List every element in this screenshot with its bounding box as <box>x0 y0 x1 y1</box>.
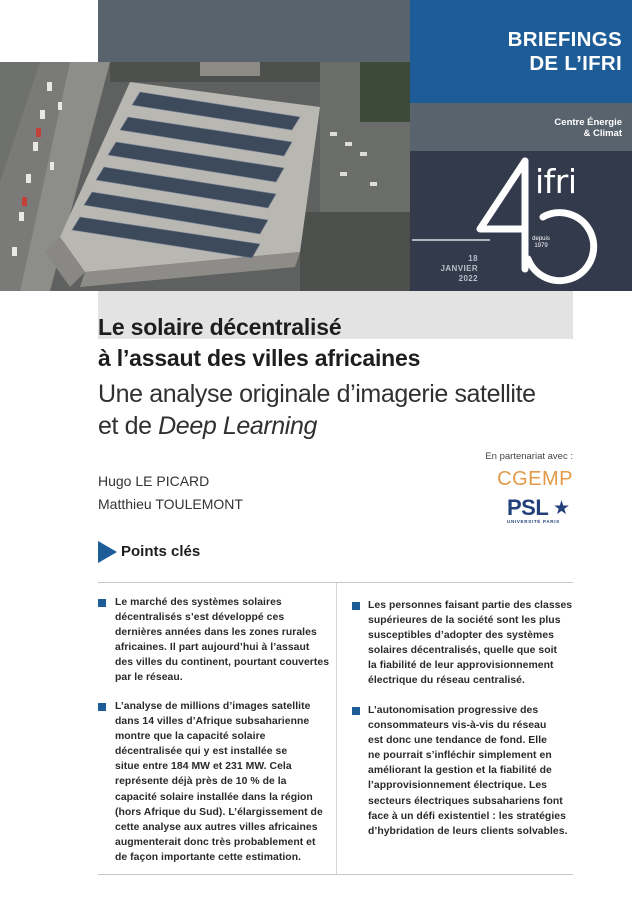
text-line: capacité solaire installée dans la région <box>115 791 313 803</box>
key-points-heading: Points clés <box>121 543 201 560</box>
text-line: décentralisés s’est développé ces <box>115 612 285 624</box>
psl-logo: PSL <box>507 495 549 520</box>
text-line: augmenterait donc très probablement et <box>115 836 316 848</box>
text-line: de façon importante cette estimation. <box>115 851 302 863</box>
logo-box <box>410 151 632 291</box>
text-line: montre que la capacité solaire <box>115 731 266 743</box>
since-year: 1979 <box>534 243 548 249</box>
divider-bottom <box>98 874 573 875</box>
author-1: Hugo LE PICARD <box>98 473 210 489</box>
text-line: d’hybridation de leurs clients solvables. <box>368 825 568 837</box>
text-line: africaines. Il part aujourd’hui à l’assaut <box>115 642 310 654</box>
cgemp-logo: CGEMP <box>497 468 573 490</box>
subtitle-line1: Une analyse originale d’imagerie satellite <box>98 380 536 408</box>
text-line: dernières années dans les zones rurales <box>115 627 317 639</box>
author-2: Matthieu TOULEMONT <box>98 496 243 512</box>
text-line: électrique du réseau centralisé. <box>368 675 525 687</box>
text-line: Les personnes faisant partie des classes <box>368 600 573 611</box>
cover-photo-aerial-solar-roof <box>0 62 410 291</box>
centre-box <box>410 103 632 151</box>
key-point-left-1 <box>115 595 330 686</box>
text-line: ne pourrait s’infléchir simplement en <box>368 750 552 762</box>
main-title-line1: Le solaire décentralisé <box>98 314 342 340</box>
square-bullet-icon <box>98 703 106 711</box>
centre-label-line2: & Climat <box>583 128 622 139</box>
text-line: cette analyse aux autres villes africaines <box>115 821 318 833</box>
series-title-box <box>410 0 632 103</box>
text-line: dans 14 villes d’Afrique subsaharienne <box>115 716 310 728</box>
text-line: susceptibles d’adopter des systèmes <box>368 630 554 642</box>
text-line: situe entre 184 MW et 231 MW. Cela <box>115 761 292 773</box>
text-line: l’approvisionnement électrique. Les <box>368 780 548 792</box>
subtitle-line2 <box>98 410 598 442</box>
main-title <box>98 312 598 374</box>
partner-label: En partenariat avec : <box>485 451 573 462</box>
since-word: depuis <box>532 236 550 242</box>
series-title <box>410 28 622 76</box>
subtitle <box>98 378 598 442</box>
text-line: représente déjà près de 10 % de la <box>115 776 287 788</box>
text-line: consommateurs vis-à-vis du réseau <box>368 720 547 732</box>
psl-star-icon: ★ <box>553 498 571 519</box>
text-line: (hors Afrique du Sud). L’élargissement de <box>115 806 323 818</box>
psl-logo-subtitle: UNIVERSITÉ PARIS <box>507 519 560 524</box>
text-line: décentralisée qui y est installée se <box>115 746 288 758</box>
text-line: supérieures de la société sont les plus <box>368 615 561 627</box>
text-line: des villes du continent, pourtant couvertes <box>115 657 330 669</box>
text-line: solaires décentralisés, quelle que soit <box>368 645 558 657</box>
triangle-bullet-icon <box>98 541 117 563</box>
column-divider <box>336 583 337 874</box>
square-bullet-icon <box>352 707 360 715</box>
text-line: est donc une tendance de fond. Elle <box>368 735 547 747</box>
square-bullet-icon <box>98 599 106 607</box>
ifri-logo-text: ifri <box>535 162 577 201</box>
text-line: la fiabilité de leur approvisionnement <box>368 660 554 672</box>
main-title-line2: à l’assaut des villes africaines <box>98 345 421 371</box>
key-point-right-1 <box>368 598 583 689</box>
date-year: 2022 <box>458 274 478 283</box>
subtitle-line2-italic: Deep Learning <box>158 412 317 440</box>
since-label <box>526 236 556 250</box>
text-line: face à un défi existentiel : les stratégies <box>368 810 566 822</box>
centre-label <box>410 117 622 139</box>
subtitle-line2-prefix: et de <box>98 412 159 440</box>
key-point-right-2 <box>368 703 583 839</box>
text-line: Le marché des systèmes solaires <box>115 597 282 608</box>
square-bullet-icon <box>352 602 360 610</box>
text-line: améliorant la gestion et la fiabilité de <box>368 765 552 777</box>
header-grey-band <box>98 0 410 62</box>
text-line: L’autonomisation progressive des <box>368 705 539 716</box>
text-line: secteurs électriques subsahariens font <box>368 795 563 807</box>
date-month: JANVIER <box>440 264 478 273</box>
series-title-line2: DE L’IFRI <box>529 52 622 75</box>
text-line: par le réseau. <box>115 672 183 684</box>
authors <box>98 470 243 516</box>
centre-label-line1: Centre Énergie <box>554 117 622 128</box>
text-line: L’analyse de millions d’images satellite <box>115 701 311 712</box>
publication-date <box>412 254 478 284</box>
series-title-line1: BRIEFINGS <box>507 28 622 51</box>
key-point-left-2 <box>115 699 330 865</box>
date-day: 18 <box>468 254 478 263</box>
